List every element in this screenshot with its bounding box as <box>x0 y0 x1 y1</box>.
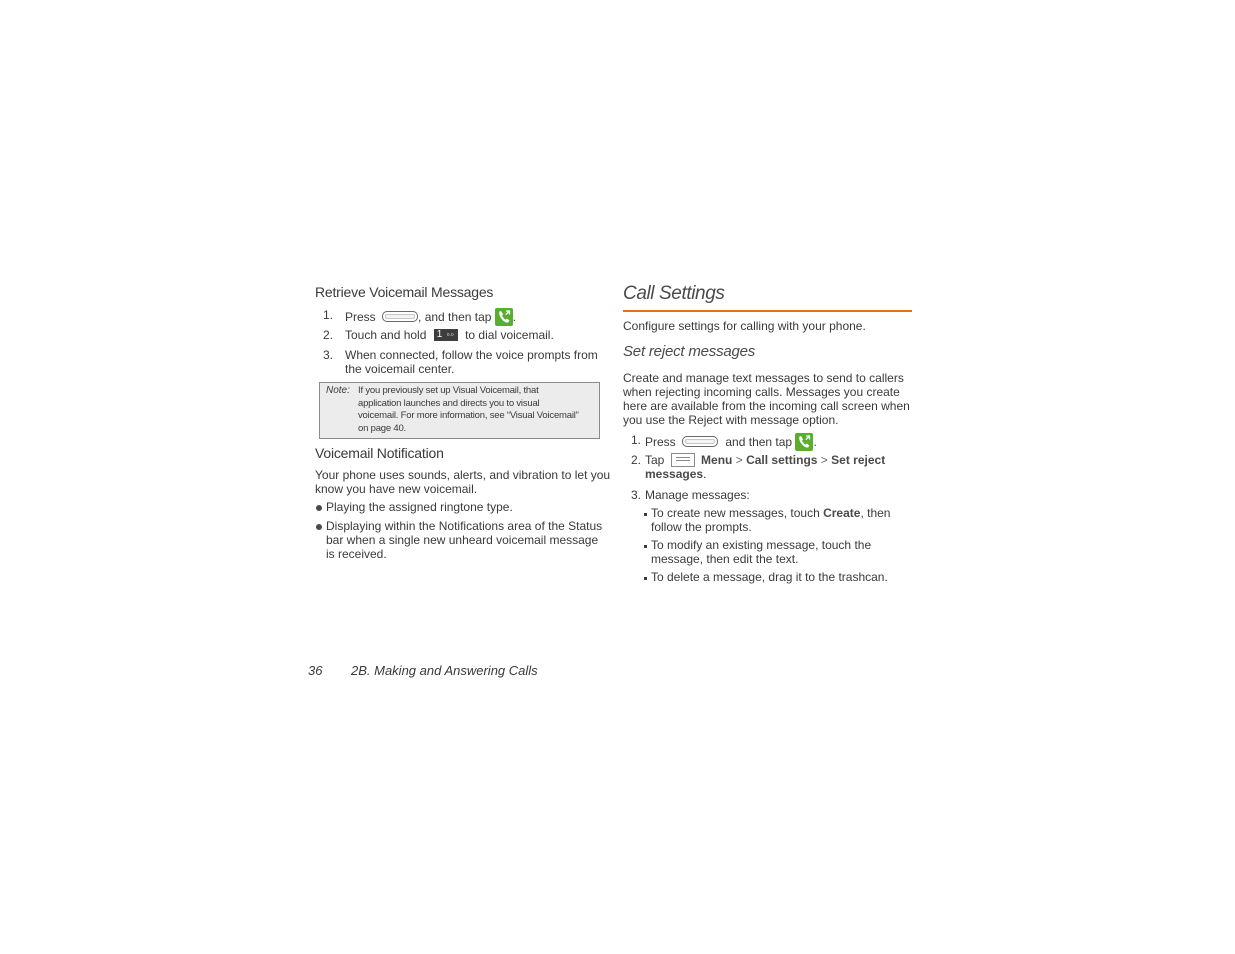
voicemail-notification-heading: Voicemail Notification <box>315 445 444 461</box>
bullet-square-icon <box>644 513 647 516</box>
set-reject-subheading: Set reject messages <box>623 343 756 360</box>
menu-label: Menu <box>701 453 733 467</box>
intro-text: Configure settings for calling with your phone. <box>623 319 866 333</box>
call-settings-label: Call settings <box>746 453 818 467</box>
right-step-2: 2. Tap Menu > Call settings > Set reject messages. <box>631 453 886 481</box>
title-rule <box>623 310 912 312</box>
bullet-dot-icon <box>316 524 322 530</box>
home-key-icon <box>682 436 718 447</box>
page-title: Call Settings <box>623 283 725 304</box>
messages-label: messages <box>645 467 704 481</box>
note-text: If you previously set up Visual Voicemail, that application launches and directs you to visual voicemail. For more information, see “Visual Voicemail” on page 40. <box>358 385 579 434</box>
notification-bullet-1: Playing the assigned ringtone type. <box>315 500 605 516</box>
right-step-3: 3. Manage messages: <box>631 488 750 502</box>
home-key-icon <box>382 311 418 322</box>
subbullet-modify: To modify an existing message, touch the message, then edit the text. <box>644 538 914 568</box>
right-step-1: 1. Press and then tap . <box>631 433 817 449</box>
page-number: 36 <box>308 663 323 678</box>
bullet-dot-icon <box>316 505 322 511</box>
phone-app-icon <box>495 308 513 326</box>
retrieve-voicemail-heading: Retrieve Voicemail Messages <box>315 284 494 300</box>
phone-app-icon <box>795 433 813 451</box>
subbullet-create: To create new messages, touch Create, then follow the prompts. <box>644 506 914 536</box>
note-box <box>319 382 600 439</box>
left-step-2: 2. Touch and hold 1 o.o to dial voicemail. <box>323 328 554 342</box>
create-label: Create <box>823 506 861 520</box>
dial-one-key-icon: 1 o.o <box>434 329 458 341</box>
note-label: Note: <box>326 385 350 396</box>
set-reject-label: Set reject <box>831 453 886 467</box>
bullet-square-icon <box>644 545 647 548</box>
notification-bullet-2: Displaying within the Notifications area of the Status bar when a single new unheard voicemail message is received. <box>315 519 605 563</box>
menu-separator: > <box>820 453 828 467</box>
menu-key-icon <box>671 453 695 467</box>
left-step-1: 1. Press , and then tap . <box>323 308 517 324</box>
subbullet-delete: To delete a message, drag it to the trashcan. <box>644 570 914 586</box>
section-footer: 2B. Making and Answering Calls <box>351 663 538 678</box>
left-step-3: 3. When connected, follow the voice prompts from the voicemail center. <box>323 348 598 376</box>
menu-separator: > <box>735 453 743 467</box>
notification-body: Your phone uses sounds, alerts, and vibration to let you know you have new voicemail. <box>315 468 611 496</box>
reject-body: Create and manage text messages to send to callers when rejecting incoming calls. Messages you create here are available from the incoming call screen when you use the Reject with message option. <box>623 371 910 427</box>
bullet-square-icon <box>644 577 647 580</box>
